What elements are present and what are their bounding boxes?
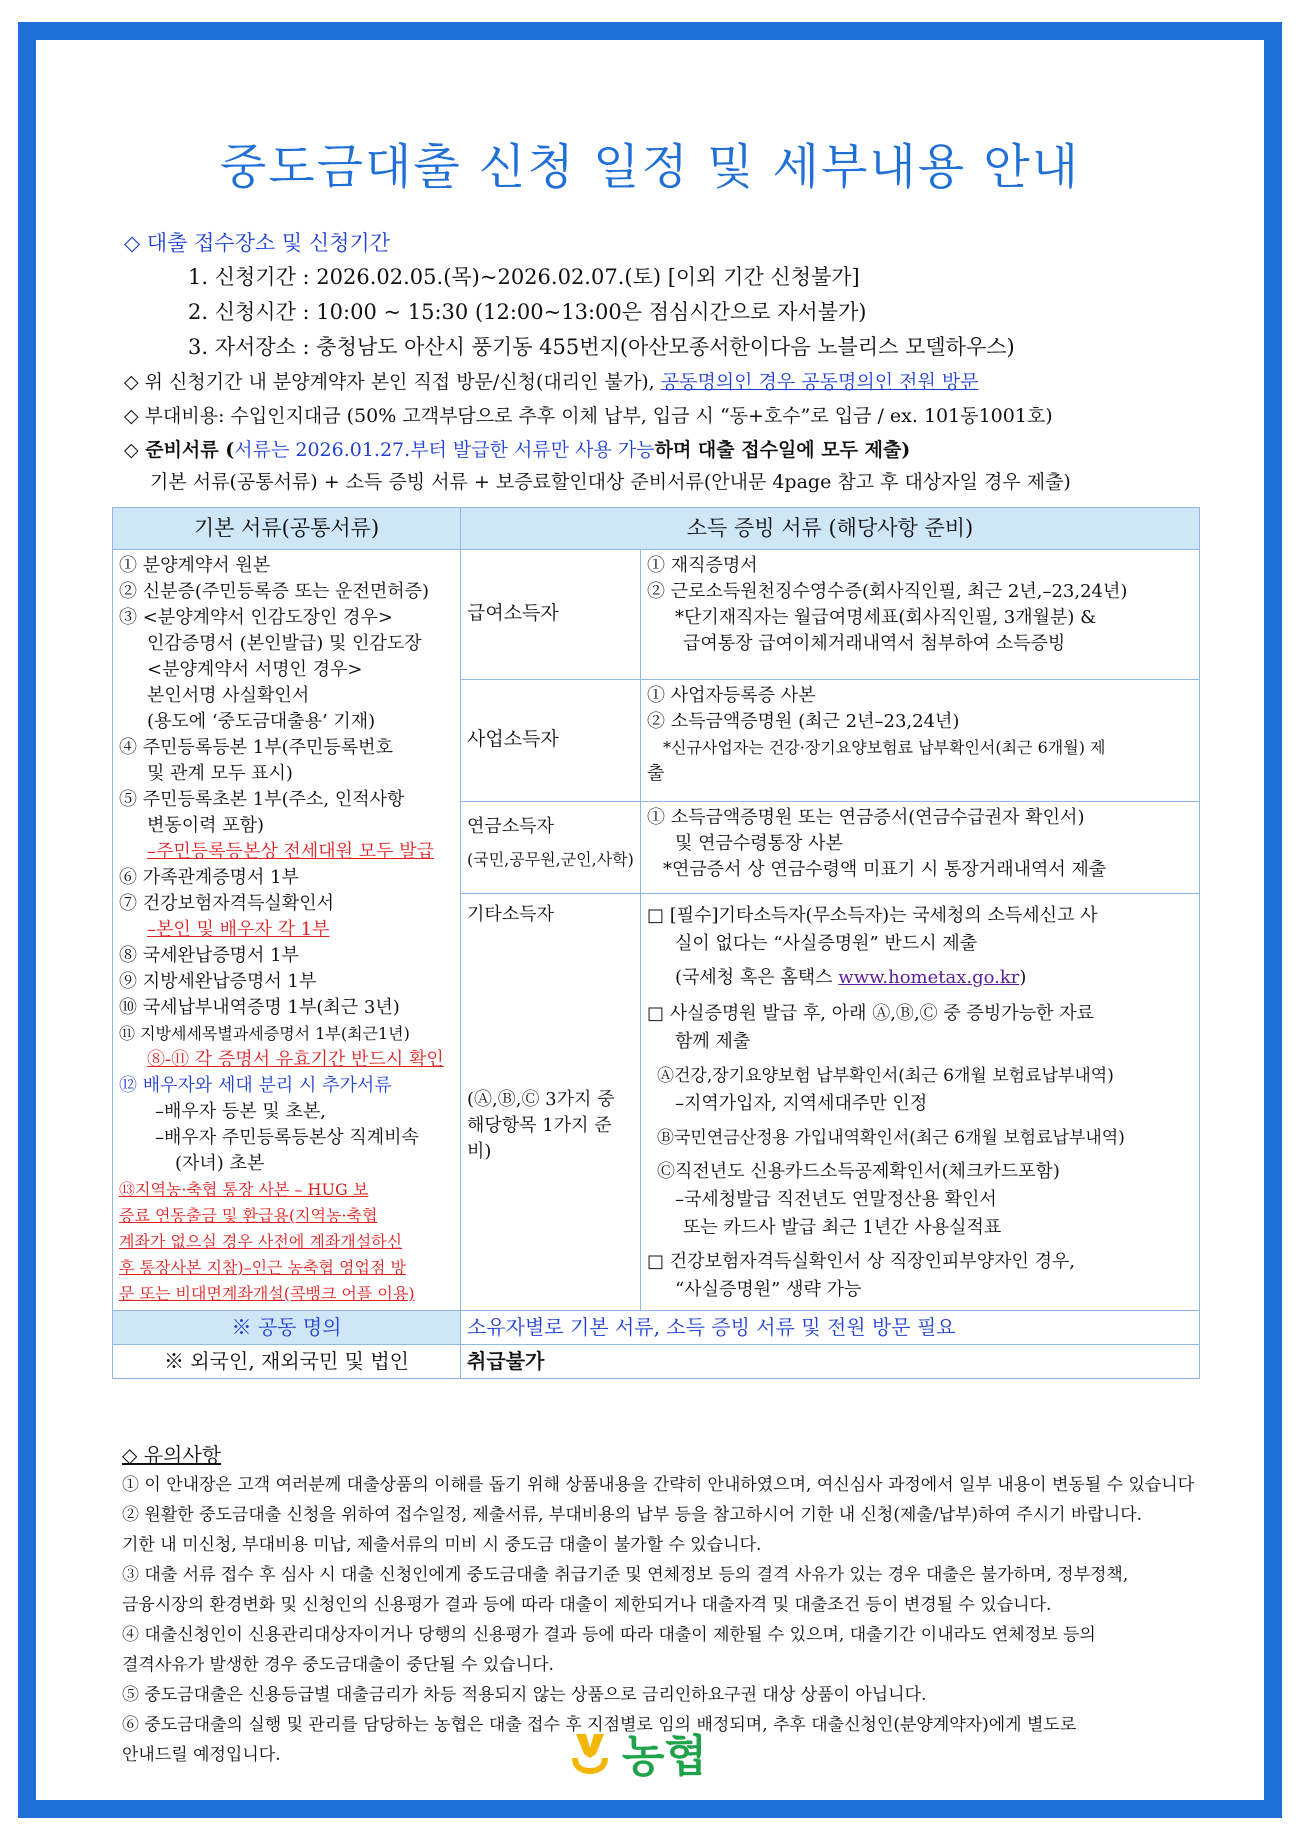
income-doc-line: 또는 카드사 발급 최근 1년간 사용실적표: [683, 1216, 1002, 1238]
caution-line: ③ 대출 서류 접수 후 심사 시 대출 신청인에게 중도금대출 취급기준 및 연체정보 등의 결격 사유가 있는 경우 대출은 불가하며, 정부정책,: [122, 1565, 1129, 1585]
basic-docs-list: [113, 549, 461, 1310]
basic-doc-item: 계좌가 없으실 경우 사전에 계좌개설하신: [119, 1231, 403, 1251]
income-type-other-label: 기타소득자: [467, 903, 554, 925]
income-doc-line: *연금증서 상 연금수령액 미표기 시 통장거래내역서 제출: [663, 858, 1107, 880]
documents-table: [112, 507, 1200, 1379]
basic-doc-item: ⑫ 배우자와 세대 분리 시 추가서류: [119, 1074, 392, 1096]
income-type-other-sub: (Ⓐ,Ⓑ,Ⓒ 3가지 중 해당항목 1가지 준비): [467, 1089, 615, 1163]
header-income-docs: 소득 증빙 서류 (해당사항 준비): [461, 508, 1200, 550]
basic-doc-item: ② 신분증(주민등록증 또는 운전면허증): [119, 580, 430, 602]
basic-doc-item: ⑧ 국세완납증명서 1부: [119, 944, 299, 966]
income-doc-line: □ 사실증명원 발급 후, 아래 Ⓐ,Ⓑ,Ⓒ 중 증빙가능한 자료: [647, 1002, 1094, 1024]
income-docs-other: [641, 893, 1200, 1310]
basic-doc-item: –배우자 등본 및 초본,: [155, 1100, 326, 1122]
basic-doc-item: ① 분양계약서 원본: [119, 554, 271, 576]
note-visit-highlight: 공동명의인 경우 공동명의인 전원 방문: [660, 371, 979, 393]
basic-doc-item: –본인 및 배우자 각 1부: [147, 918, 330, 940]
logo-text: 농협: [622, 1731, 708, 1782]
hometax-link[interactable]: www.hometax.go.kr: [838, 966, 1020, 988]
hometax-note: (국세청 혹은 홈택스 www.hometax.go.kr): [675, 966, 1027, 988]
income-docs-pension: [641, 801, 1200, 893]
income-type-salary: 급여소득자: [461, 549, 641, 679]
basic-doc-item: ⑬지역농·축협 통장 사본 – HUG 보: [119, 1179, 369, 1199]
income-doc-line: 급여통장 급여이체거래내역서 첨부하여 소득증빙: [683, 632, 1066, 654]
caution-line: ① 이 안내장은 고객 여러분께 대출상품의 이해를 돕기 위해 상품내용을 간략히 안내하였으며, 여신심사 과정에서 일부 내용이 변동될 수 있습니다: [122, 1475, 1195, 1495]
income-type-pension-label: 연금소득자: [467, 815, 554, 837]
hometax-note-text: (국세청 혹은 홈택스: [675, 966, 839, 988]
note-docs-validity: 서류는 2026.01.27.부터 발급한 서류만 사용 가능: [234, 439, 655, 461]
note-visit-text: ◇ 위 신청기간 내 분양계약자 본인 직접 방문/신청(대리인 불가),: [124, 371, 661, 393]
basic-doc-item: 증료 연동출금 및 환급용(지역농·축협: [119, 1205, 378, 1225]
income-doc-line: ① 재직증명서: [647, 554, 758, 576]
foreigner-value: 취급불가: [461, 1344, 1200, 1378]
note-docs-summary: 기본 서류(공통서류) + 소득 증빙 서류 + 보증료할인대상 준비서류(안내문 4page 참고 후 대상자일 경우 제출): [150, 471, 1071, 493]
basic-doc-item: 변동이력 포함): [147, 814, 265, 836]
schedule-place: 3. 자서장소 : 충청남도 아산시 풍기동 455번지(아산모종서한이다음 노블리스 모델하우스): [188, 335, 1015, 359]
schedule-period: 1. 신청기간 : 2026.02.05.(목)~2026.02.07.(토) [이외 기간 신청불가]: [188, 265, 860, 289]
basic-doc-item: 인감증명서 (본인발급) 및 인감도장: [147, 632, 422, 654]
income-doc-line: 함께 제출: [675, 1030, 751, 1052]
note-docs-prefix: ◇ 준비서류 (: [124, 439, 235, 461]
joint-owner-label: ※ 공동 명의: [113, 1310, 461, 1344]
basic-doc-item: ④ 주민등록등본 1부(주민등록번호: [119, 736, 393, 758]
joint-owner-value: 소유자별로 기본 서류, 소득 증빙 서류 및 전원 방문 필요: [461, 1310, 1200, 1344]
income-doc-line: ② 소득금액증명원 (최근 2년–23,24년): [647, 710, 960, 732]
income-doc-line: 실이 없다는 “사실증명원” 반드시 제출: [675, 932, 978, 954]
basic-doc-item: ⑨ 지방세완납증명서 1부: [119, 970, 317, 992]
caution-line: ⑤ 중도금대출은 신용등급별 대출금리가 차등 적용되지 않는 상품으로 금리인하요구권 대상 상품이 아닙니다.: [122, 1685, 927, 1705]
income-doc-line: 및 연금수령통장 사본: [675, 832, 843, 854]
nonghyup-logo-icon: [568, 1728, 612, 1776]
caution-line: 금융시장의 환경변화 및 신청인의 신용평가 결과 등에 따라 대출이 제한되거나 대출자격 및 대출조건 등이 변경될 수 있습니다.: [122, 1595, 1052, 1615]
basic-doc-item: –주민등록등본상 전세대원 모두 발급: [147, 840, 434, 862]
caution-line: ② 원활한 중도금대출 신청을 위하여 접수일정, 제출서류, 부대비용의 납부 등을 참고하시어 기한 내 신청(제출/납부)하여 주시기 바랍니다.: [122, 1505, 1143, 1525]
income-doc-line: –국세청발급 직전년도 연말정산용 확인서: [675, 1188, 997, 1210]
income-doc-line: ① 사업자등록증 사본: [647, 684, 816, 706]
basic-doc-item: ⑤ 주민등록초본 1부(주소, 인적사항: [119, 788, 405, 810]
caution-line: 기한 내 미신청, 부대비용 미납, 제출서류의 미비 시 중도금 대출이 불가할 수 있습니다.: [122, 1535, 762, 1555]
income-doc-line: –지역가입자, 지역세대주만 인정: [675, 1092, 928, 1114]
basic-doc-item: 및 관계 모두 표시): [147, 762, 293, 784]
nonghyup-logo: [568, 1720, 707, 1784]
income-docs-business: [641, 679, 1200, 801]
basic-doc-item: ⑪ 지방세세목별과세증명서 1부(최근1년): [119, 1023, 410, 1043]
caution-line: ⑥ 중도금대출의 실행 및 관리를 담당하는 농협은 대출 접수 후 지점별로 임의 배정되며, 추후 대출신청인(분양계약자)에게 별도로: [122, 1715, 1077, 1735]
basic-doc-item: ⑧-⑪ 각 증명서 유효기간 반드시 확인: [147, 1048, 444, 1070]
basic-doc-item: (자녀) 초본: [175, 1152, 265, 1174]
caution-line: 안내드릴 예정입니다.: [122, 1745, 281, 1765]
basic-doc-item: ⑦ 건강보험자격득실확인서: [119, 892, 334, 914]
income-doc-line: Ⓒ직전년도 신용카드소득공제확인서(체크카드포함): [657, 1160, 1060, 1182]
basic-doc-item: <분양계약서 서명인 경우>: [147, 658, 363, 680]
foreigner-label: ※ 외국인, 재외국민 및 법인: [113, 1344, 461, 1378]
income-doc-line: 출: [647, 762, 665, 784]
page-title: 중도금대출 신청 일정 및 세부내용 안내: [219, 139, 1081, 195]
income-type-business: 사업소득자: [461, 679, 641, 801]
caution-line: 결격사유가 발생한 경우 중도금대출이 중단될 수 있습니다.: [122, 1655, 554, 1675]
income-type-other: [461, 893, 641, 1310]
basic-doc-item: 문 또는 비대면계좌개설(콕뱅크 어플 이용): [119, 1283, 415, 1303]
basic-doc-item: –배우자 주민등록등본상 직계비속: [155, 1126, 419, 1148]
note-visit: [124, 370, 979, 395]
income-doc-line: *단기재직자는 월급여명세표(회사직인필, 3개월분) &: [675, 606, 1097, 628]
income-doc-line: “사실증명원” 생략 가능: [675, 1278, 862, 1300]
note-docs: [124, 438, 910, 463]
schedule-time: 2. 신청시간 : 10:00 ~ 15:30 (12:00~13:00은 점심시간으로 자서불가): [188, 300, 867, 324]
income-doc-line: ② 근로소득원천징수영수증(회사직인필, 최근 2년,–23,24년): [647, 580, 1128, 602]
income-doc-line: □ 건강보험자격득실확인서 상 직장인피부양자인 경우,: [647, 1250, 1076, 1272]
income-doc-line: Ⓐ건강,장기요양보험 납부확인서(최근 6개월 보험료납부내역): [657, 1065, 1114, 1086]
note-docs-suffix: 하며 대출 접수일에 모두 제출): [654, 439, 911, 461]
income-docs-salary: [641, 549, 1200, 679]
section-heading: ◇ 대출 접수장소 및 신청기간: [124, 231, 390, 255]
basic-doc-item: ⑥ 가족관계증명서 1부: [119, 866, 299, 888]
income-doc-line: Ⓑ국민연금산정용 가입내역확인서(최근 6개월 보험료납부내역): [657, 1127, 1125, 1148]
note-cost: ◇ 부대비용: 수입인지대금 (50% 고객부담으로 추후 이체 납부, 입금 시 “동+호수”로 입금 / ex. 101동1001호): [124, 405, 1053, 427]
income-doc-line: ① 소득금액증명원 또는 연금증서(연금수급권자 확인서): [647, 806, 1085, 828]
income-doc-line: □ [필수]기타소득자(무소득자)는 국세청의 소득세신고 사: [647, 904, 1098, 926]
basic-doc-item: ③ <분양계약서 인감도장인 경우>: [119, 606, 393, 628]
header-basic-docs: 기본 서류(공통서류): [113, 508, 461, 550]
basic-doc-item: 본인서명 사실확인서: [147, 684, 310, 706]
income-doc-line: *신규사업자는 건강·장기요양보험료 납부확인서(최근 6개월) 제: [663, 737, 1106, 757]
caution-heading: ◇ 유의사항: [122, 1443, 222, 1467]
income-type-pension: [461, 801, 641, 893]
basic-doc-item: 후 통장사본 지참)–인근 농축협 영업점 방: [119, 1257, 406, 1277]
basic-doc-item: (용도에 ‘중도금대출용’ 기재): [147, 710, 376, 732]
income-type-pension-sub: (국민,공무원,군인,사학): [467, 850, 634, 870]
caution-line: ④ 대출신청인이 신용관리대상자이거나 당행의 신용평가 결과 등에 따라 대출이 제한될 수 있으며, 대출기간 이내라도 연체정보 등의: [122, 1625, 1096, 1645]
basic-doc-item: ⑩ 국세납부내역증명 1부(최근 3년): [119, 996, 400, 1018]
